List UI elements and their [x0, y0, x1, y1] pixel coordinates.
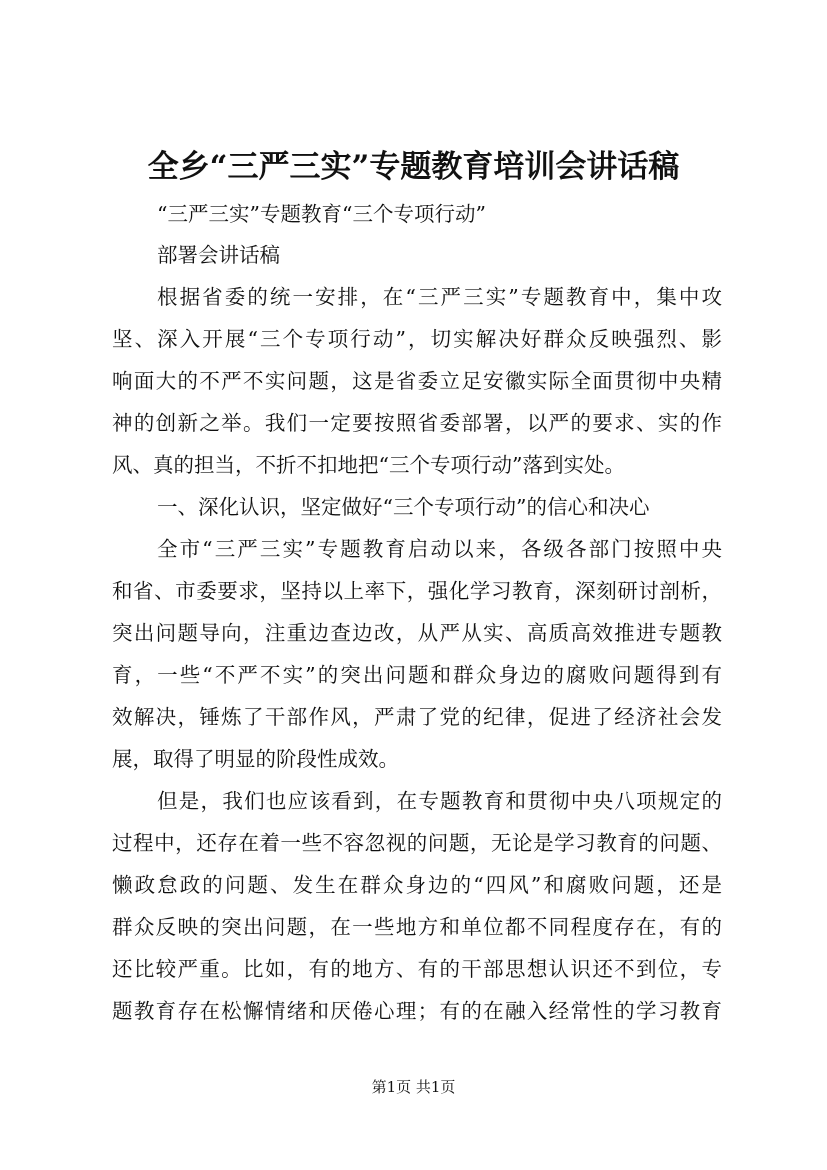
page-number-footer: 第1页 共1页	[371, 1078, 456, 1096]
paragraph-line: 效解决，锤炼了干部作风，严肃了党的纪律，促进了经济社会发	[112, 705, 722, 729]
paragraph-line: 懒政怠政的问题、发生在群众身边的“四风”和腐败问题，还是	[112, 873, 722, 897]
paragraph-line: 风、真的担当，不折不扣地把“三个专项行动”落到实处。	[112, 453, 625, 477]
subtitle-line-2: 部署会讲话稿	[157, 243, 280, 267]
paragraph-line: 神的创新之举。我们一定要按照省委部署，以严的要求、实的作	[112, 411, 722, 435]
paragraph-line: 和省、市委要求，坚持以上率下，强化学习教育，深刻研讨剖析，	[112, 579, 722, 603]
section-heading: 一、深化认识，坚定做好“三个专项行动”的信心和决心	[157, 495, 650, 519]
paragraph-line: 群众反映的突出问题，在一些地方和单位都不同程度存在，有的	[112, 915, 722, 939]
paragraph-line: 全市“三严三实”专题教育启动以来，各级各部门按照中央	[157, 537, 722, 561]
document-title: 全乡“三严三实”专题教育培训会讲话稿	[147, 149, 680, 185]
paragraph-line: 育，一些“不严不实”的突出问题和群众身边的腐败问题得到有	[112, 663, 722, 687]
paragraph-line: 突出问题导向，注重边查边改，从严从实、高质高效推进专题教	[112, 621, 722, 645]
paragraph-line: 但是，我们也应该看到，在专题教育和贯彻中央八项规定的	[157, 789, 722, 813]
paragraph-line: 展，取得了明显的阶段性成效。	[112, 747, 399, 771]
paragraph-line: 根据省委的统一安排，在“三严三实”专题教育中，集中攻	[157, 285, 722, 309]
paragraph-line: 过程中，还存在着一些不容忽视的问题，无论是学习教育的问题、	[112, 831, 722, 855]
subtitle-line-1: “三严三实”专题教育“三个专项行动”	[157, 202, 486, 226]
paragraph-line: 还比较严重。比如，有的地方、有的干部思想认识还不到位，专	[112, 957, 722, 981]
paragraph-line: 题教育存在松懈情绪和厌倦心理；有的在融入经常性的学习教育	[112, 999, 722, 1023]
paragraph-line: 坚、深入开展“三个专项行动”，切实解决好群众反映强烈、影	[112, 327, 722, 351]
paragraph-line: 响面大的不严不实问题，这是省委立足安徽实际全面贯彻中央精	[112, 369, 722, 393]
